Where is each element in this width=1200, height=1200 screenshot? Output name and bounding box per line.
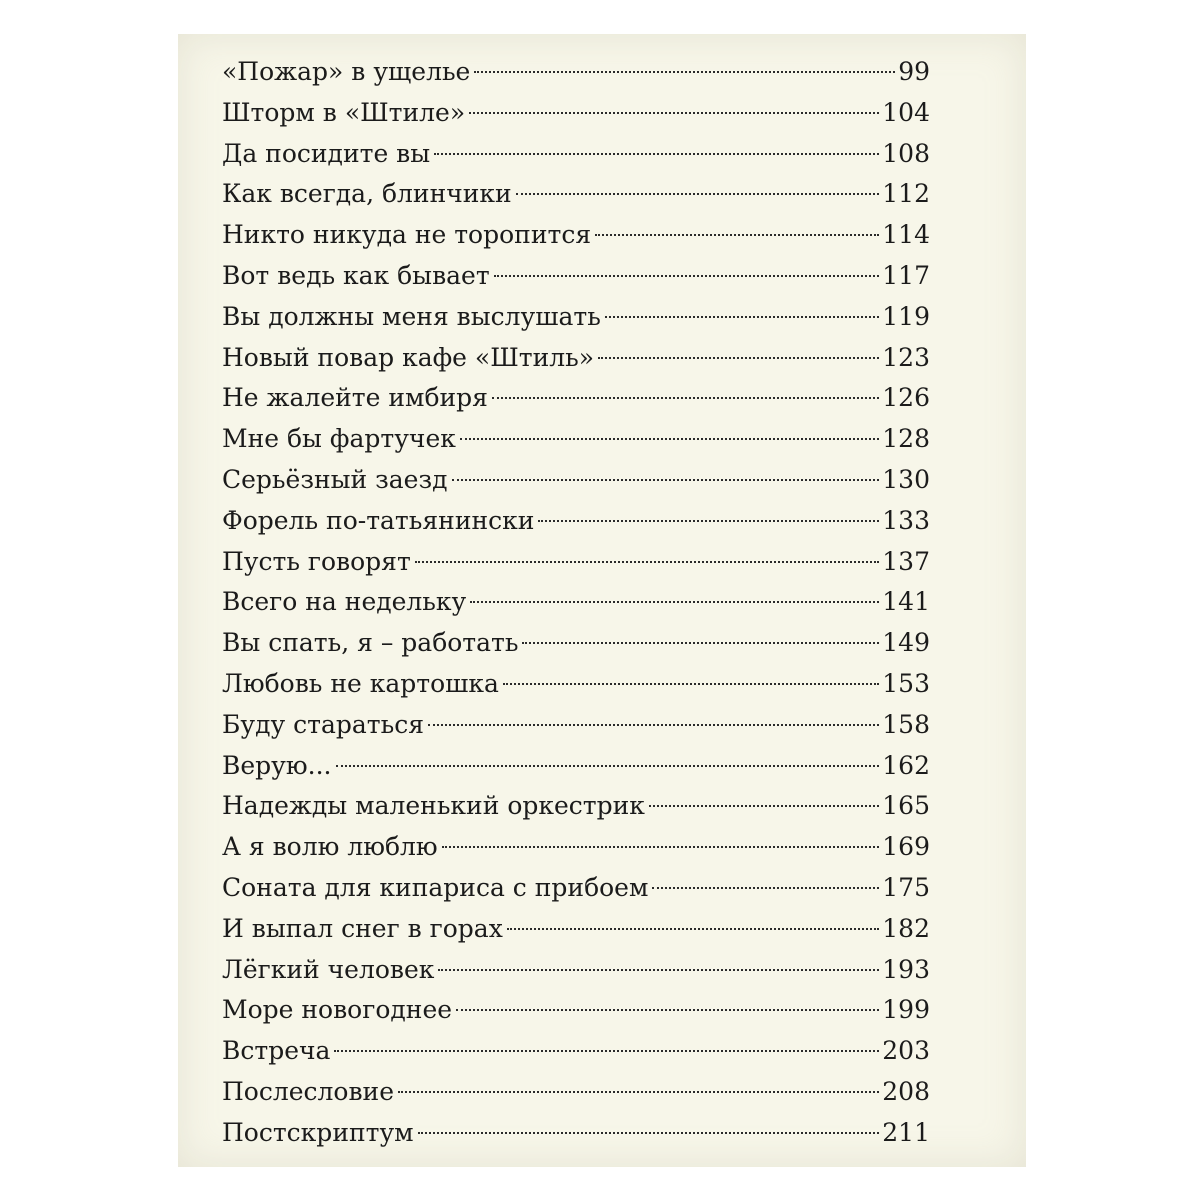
toc-entry-page-number: 128 [882,424,930,454]
toc-dot-leader [516,193,880,195]
toc-entry-page-number: 141 [882,587,930,617]
toc-dot-leader [494,275,880,277]
toc-entry-title: Пусть говорят [222,546,411,576]
toc-entry-page-number: 119 [882,301,930,331]
toc-entry-page-number: 211 [882,1117,930,1147]
toc-entry [222,52,930,93]
toc-dot-leader [469,112,879,114]
toc-entry-title: Буду стараться [222,709,424,739]
toc-entry-page-number: 114 [882,220,930,250]
toc-entry-page-number: 108 [882,138,930,168]
toc-entry-title: Вы должны меня выслушать [222,301,601,331]
toc-entry-title: Мне бы фартучек [222,424,456,454]
toc-dot-leader [428,724,879,726]
toc-entry [222,501,930,542]
toc-entry [222,950,930,991]
toc-dot-leader [398,1091,879,1093]
toc-entry-page-number: 208 [882,1076,930,1106]
toc-entry-page-number: 99 [898,57,930,86]
toc-dot-leader [492,397,879,399]
toc-entry-page-number: 112 [882,179,930,209]
toc-dot-leader [652,887,879,889]
toc-entry [222,582,930,623]
toc-entry-title: Форель по-татьянински [222,505,535,535]
toc-entry [222,868,930,909]
table-of-contents [222,52,930,1154]
toc-dot-leader [474,71,895,73]
toc-entry-page-number: 137 [882,546,930,576]
toc-entry-title: Как всегда, блинчики [222,179,512,209]
toc-entry-title: Верую... [222,750,332,780]
toc-entry-page-number: 117 [882,260,930,290]
toc-entry [222,215,930,256]
toc-entry-page-number: 182 [882,913,930,943]
toc-entry [222,93,930,134]
toc-entry [222,990,930,1031]
toc-entry [222,746,930,787]
toc-entry-page-number: 193 [882,954,930,984]
toc-entry-title: Вы спать, я – работать [222,628,519,658]
toc-entry [222,460,930,501]
toc-entry-page-number: 130 [882,464,930,494]
toc-entry [222,297,930,338]
toc-entry-title: Да посидите вы [222,138,431,168]
toc-entry-title: Шторм в «Штиле» [222,97,466,127]
toc-dot-leader [442,846,880,848]
toc-dot-leader [598,357,879,359]
toc-entry-title: Никто никуда не торопится [222,220,592,250]
toc-entry-page-number: 133 [882,505,930,535]
toc-entry-title: Любовь не картошка [222,668,499,698]
toc-entry [222,623,930,664]
toc-entry [222,256,930,297]
toc-dot-leader [595,234,879,236]
toc-entry [222,1072,930,1113]
toc-entry-page-number: 203 [882,1036,930,1066]
toc-entry-title: «Пожар» в ущелье [222,57,471,86]
toc-entry-page-number: 104 [882,97,930,127]
toc-entry-title: Надежды маленький оркестрик [222,791,645,821]
toc-entry-page-number: 158 [882,709,930,739]
toc-dot-leader [538,520,879,522]
toc-entry-title: Постскриптум [222,1117,414,1147]
toc-dot-leader [438,969,879,971]
toc-entry-page-number: 162 [882,750,930,780]
toc-entry [222,1113,930,1154]
toc-entry [222,909,930,950]
toc-dot-leader [334,1050,879,1052]
toc-dot-leader [336,765,880,767]
toc-entry-title: Лёгкий человек [222,954,435,984]
toc-entry-page-number: 153 [882,668,930,698]
toc-entry [222,174,930,215]
toc-entry [222,542,930,583]
toc-entry-page-number: 169 [882,832,930,862]
toc-dot-leader [452,479,880,481]
toc-entry-title: Не жалейте имбиря [222,383,488,413]
toc-entry [222,1031,930,1072]
toc-entry-page-number: 123 [882,342,930,372]
toc-entry-title: Серьёзный заезд [222,464,448,494]
toc-entry [222,338,930,379]
toc-dot-leader [470,601,879,603]
toc-entry-title: Новый повар кафе «Штиль» [222,342,595,372]
toc-entry [222,134,930,175]
toc-entry [222,378,930,419]
toc-dot-leader [503,683,879,685]
toc-dot-leader [605,316,879,318]
toc-dot-leader [507,928,879,930]
toc-entry-page-number: 149 [882,628,930,658]
toc-entry [222,664,930,705]
toc-entry-title: Вот ведь как бывает [222,260,490,290]
toc-entry-title: Послесловие [222,1076,394,1106]
toc-entry [222,786,930,827]
toc-entry-title: И выпал снег в горах [222,913,503,943]
toc-entry-page-number: 165 [882,791,930,821]
toc-entry-title: Соната для кипариса с прибоем [222,872,649,902]
toc-entry-title: А я волю люблю [222,832,438,862]
toc-entry-page-number: 199 [882,995,930,1025]
toc-dot-leader [415,561,879,563]
toc-dot-leader [460,438,879,440]
toc-entry-title: Море новогоднее [222,995,453,1025]
toc-dot-leader [522,642,879,644]
toc-entry [222,419,930,460]
toc-dot-leader [418,1132,880,1134]
toc-entry [222,705,930,746]
toc-dot-leader [434,153,879,155]
toc-entry-page-number: 175 [882,872,930,902]
toc-dot-leader [649,805,879,807]
toc-entry-page-number: 126 [882,383,930,413]
toc-entry-title: Всего на недельку [222,587,467,617]
toc-entry [222,827,930,868]
toc-entry-title: Встреча [222,1036,331,1066]
toc-dot-leader [456,1009,879,1011]
